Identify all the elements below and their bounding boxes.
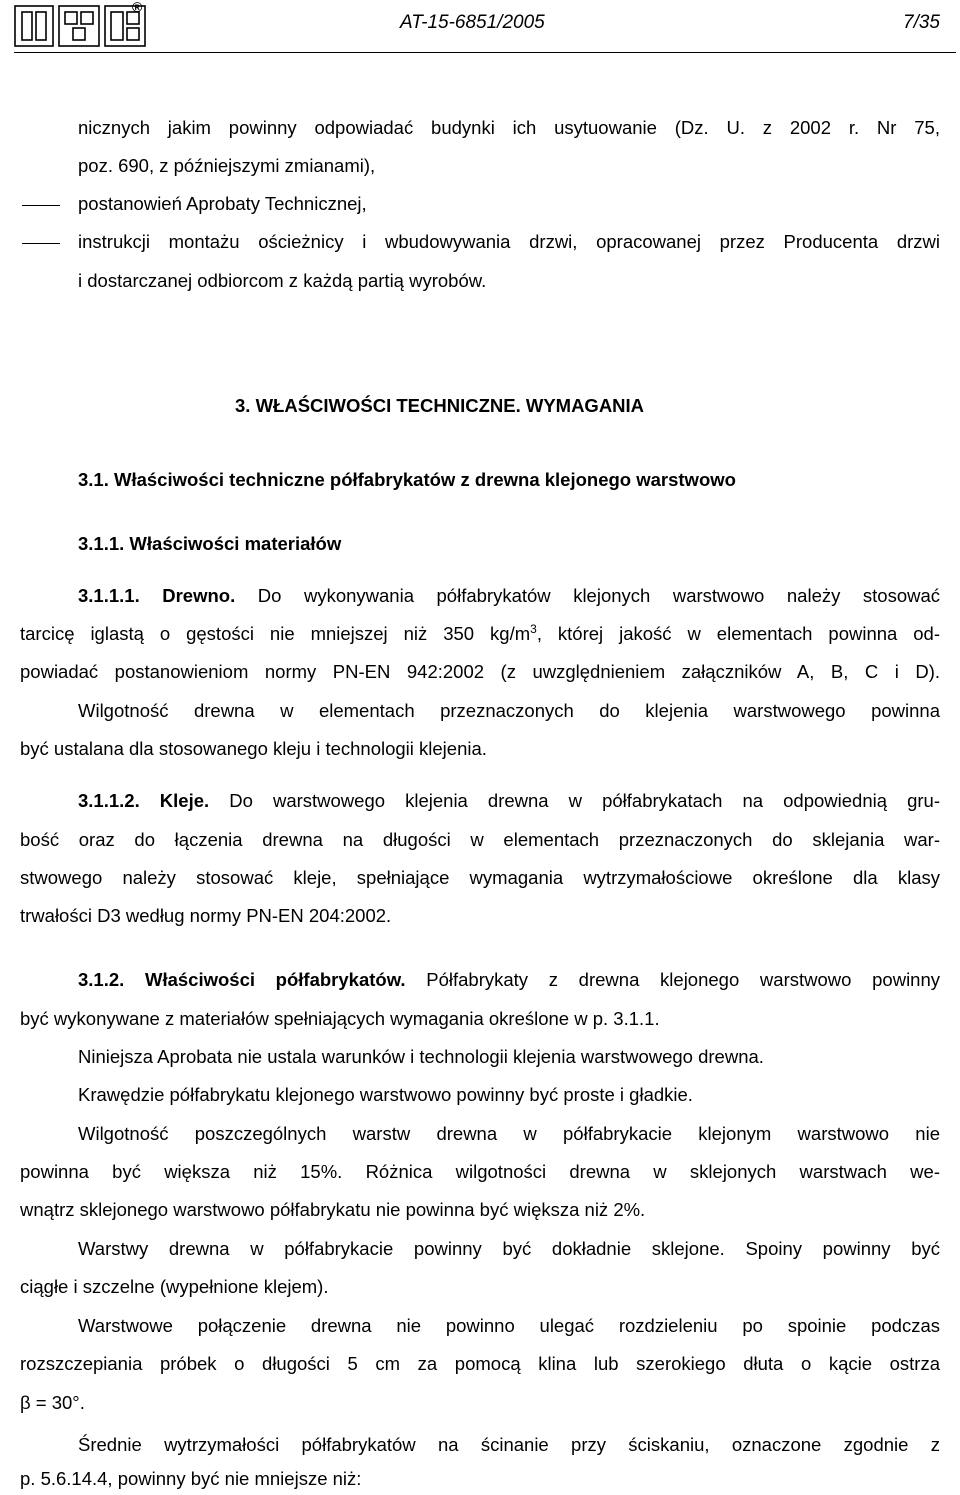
list-item-3-line-1: instrukcji montażu ościeżnicy i wbudowywania drzwi, opracowanej przez Producenta drzwi <box>78 231 940 252</box>
page-number: 7/35 <box>903 12 940 33</box>
paragraph-drewno-heading: 3.1.1.1. Drewno. <box>78 585 236 606</box>
paragraph-polaczenie-line-1: Warstwowe połączenie drewna nie powinno ulegać rozdzieleniu po spoinie podczas <box>78 1315 940 1336</box>
paragraph-text: Do wykonywania półfabrykatów klejonych warstwowo należy stosować <box>257 585 941 606</box>
paragraph-drewno-line-4: Wilgotność drewna w elementach przeznaczonych do klejenia warstwowego powinna <box>78 700 940 721</box>
paragraph-polfabrykaty-line-2: być wykonywane z materiałów spełniających wymagania określone w p. 3.1.1. <box>20 1008 660 1029</box>
paragraph-wilgotnosc-line-1: Wilgotność poszczególnych warstw drewna w półfabrykacie klejonym warstwowo nie <box>78 1123 940 1144</box>
document-number: AT-15-6851/2005 <box>400 12 545 33</box>
paragraph-warstwy-line-1: Warstwy drewna w półfabrykacie powinny być dokładnie sklejone. Spoiny powinny być <box>78 1238 940 1259</box>
paragraph-text: , której jakość w elementach powinna od- <box>536 623 941 644</box>
paragraph-text: Półfabrykaty z drewna klejonego warstwowo powinny <box>426 969 941 990</box>
paragraph-wytrzymalosci-line-1: Średnie wytrzymałości półfabrykatów na ścinanie przy ściskaniu, oznaczone zgodnie z <box>78 1434 940 1455</box>
list-item-2: postanowień Aprobaty Technicznej, <box>78 193 367 214</box>
paragraph-polaczenie-line-3: β = 30°. <box>20 1392 85 1413</box>
paragraph-kleje-line-4: trwałości D3 według normy PN-EN 204:2002. <box>20 905 392 926</box>
paragraph-drewno-line-3: powiadać postanowieniom normy PN-EN 942:2002 (z uwzględnieniem załączników A, B, C i D). <box>20 661 940 682</box>
paragraph-warstwy-line-2: ciągłe i szczelne (wypełnione klejem). <box>20 1276 329 1297</box>
paragraph-kleje-line-3: stwowego należy stosować kleje, spełniające wymagania wytrzymałościowe określone dla klasy <box>20 867 940 888</box>
paragraph-wytrzymalosci-line-2: p. 5.6.14.4, powinny być nie mniejsze niż: <box>20 1468 362 1489</box>
paragraph-polaczenie-line-2: rozszczepiania próbek o długości 5 cm za pomocą klina lub szerokiego dłuta o kącie ostrza <box>20 1353 940 1374</box>
paragraph-drewno-line-2 <box>20 623 940 645</box>
header-rule <box>14 52 956 53</box>
paragraph-kleje-line-2: bość oraz do łączenia drewna na długości w elementach przeznaczonych do sklejania war- <box>20 829 940 850</box>
page-header <box>0 0 960 52</box>
section-heading: 3. WŁAŚCIWOŚCI TECHNICZNE. WYMAGANIA <box>235 395 645 416</box>
paragraph-text: tarcicę iglastą o gęstości nie mniejszej niż 350 kg/m <box>20 623 531 644</box>
list-dash <box>22 205 60 206</box>
paragraph-polfabrykaty-heading: 3.1.2. Właściwości półfabrykatów. <box>78 969 406 990</box>
list-dash <box>22 243 60 244</box>
list-item-1-line-1: nicznych jakim powinny odpowiadać budynki ich usytuowanie (Dz. U. z 2002 r. Nr 75, <box>78 117 940 138</box>
paragraph-wilgotnosc-line-2: powinna być większa niż 15%. Różnica wilgotności drewna w sklejonych warstwach we- <box>20 1161 940 1182</box>
paragraph-text: Do warstwowego klejenia drewna w półfabrykatach na odpowiednią gru- <box>229 790 941 811</box>
paragraph-krawedzie: Krawędzie półfabrykatu klejonego warstwowo powinny być proste i gładkie. <box>78 1084 693 1105</box>
registered-mark: ® <box>132 0 143 15</box>
subsection-heading-3-1-1: 3.1.1. Właściwości materiałów <box>78 533 342 554</box>
paragraph-kleje-heading: 3.1.1.2. Kleje. <box>78 790 210 811</box>
paragraph-drewno-line-5: być ustalana dla stosowanego kleju i technologii klejenia. <box>20 738 487 759</box>
paragraph-wilgotnosc-line-3: wnątrz sklejonego warstwowo półfabrykatu nie powinna być większa niż 2%. <box>20 1199 646 1220</box>
subsection-heading-3-1: 3.1. Właściwości techniczne półfabrykatów z drewna klejonego warstwowo <box>78 469 736 490</box>
list-item-3-line-2: i dostarczanej odbiorcom z każdą partią wyrobów. <box>78 270 487 291</box>
superscript: 3 <box>530 622 537 636</box>
paragraph-aprobata: Niniejsza Aprobata nie ustala warunków i technologii klejenia warstwowego drewna. <box>78 1046 764 1067</box>
paragraph-kleje-line-1 <box>78 790 940 812</box>
list-item-1-line-2: poz. 690, z późniejszymi zmianami), <box>78 155 376 176</box>
paragraph-polfabrykaty-line-1 <box>78 969 940 991</box>
paragraph-drewno-line-1 <box>78 585 940 607</box>
